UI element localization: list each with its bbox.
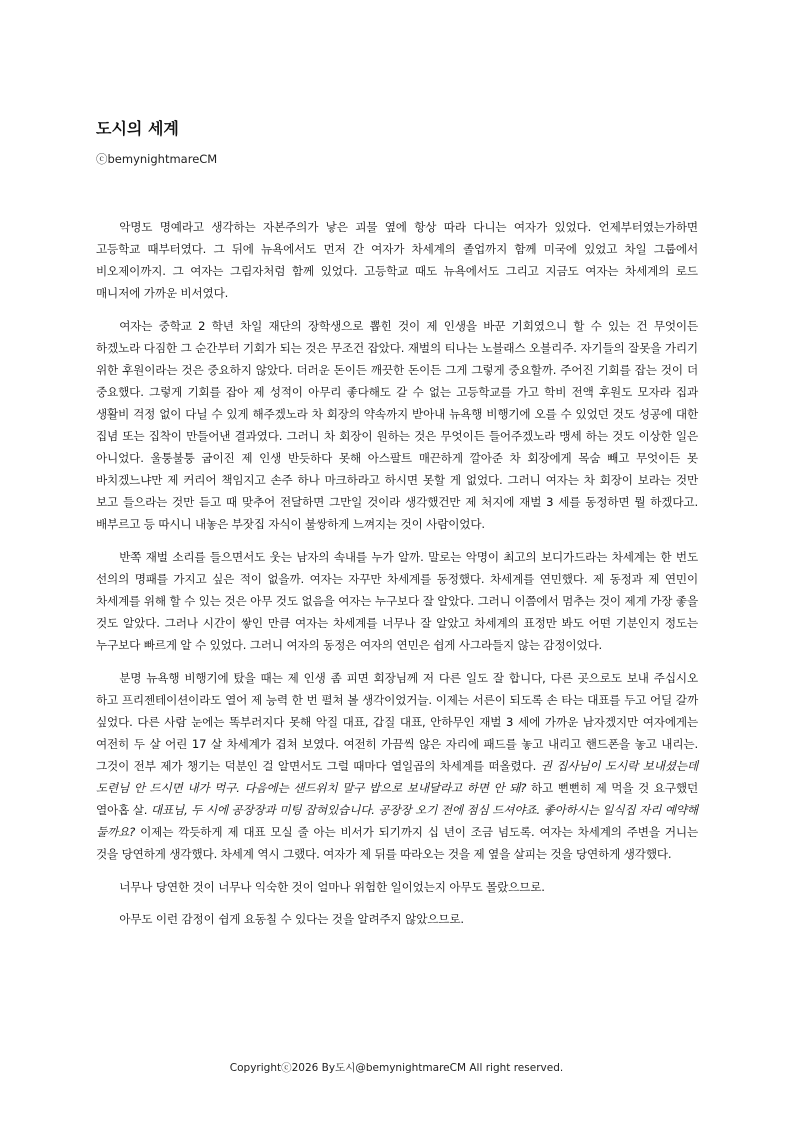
paragraph-text: 반쪽 재벌 소리를 들으면서도 웃는 남자의 속내를 누가 알까. 말로는 악명이 최고의 보디가드라는 차세계는 한 번도 선의의 명패를 가지고 싶은 적이 없을까. 여자는 자꾸만 차세계를 동정했다. 차세계를 연민했다. 제 동정과 제 연민이 차세계를 위해 할 수 있는 것은 아무 것도 없음을 여자는 누구보다 잘 알았다. 그러니 이쯤에서 멈추는 것이 제게 가장 좋을 것도 알았다. 그러나 시간이 쌓인 만큼 여자는 차세계를 너무나 잘 알았고 차세계의 표정만 봐도 어떤 기분인지 정도는 누구보다 빠르게 알 수 있었다. 그러니 여자의 동정은 여자의 연민은 쉽게 사그라들지 않는 감정이었다. <box>96 550 698 652</box>
body-paragraph <box>96 315 698 535</box>
body-paragraph <box>96 876 698 898</box>
body-paragraph <box>96 667 698 865</box>
paragraph-text: 너무나 당연한 것이 너무나 익숙한 것이 얼마나 위험한 일이었는지 아무도 몰랐으므로. <box>119 880 545 894</box>
author-credit: ⓒbemynightmareCM <box>96 152 218 166</box>
copyright-footer: Copyrightⓒ2026 By도시@bemynightmareCM All right reserved. <box>229 1062 564 1074</box>
italic-dialogue: 대표님, 두 시에 공장장과 미팅 잡혀있습니다. 공장장 오기 전에 점심 드셔야죠. 좋아하시는 일식집 자리 예약해 둘까요? <box>96 803 698 839</box>
paragraph-text: 하고 뻔뻔히 제 먹을 것 요구했던 열아홉 살. <box>96 781 698 817</box>
page-title: 도시의 세계 <box>96 119 179 138</box>
paragraph-text: 이제는 깍듯하게 제 대표 모실 줄 아는 비서가 되기까지 십 년이 조금 넘도록. 여자는 차세계의 주변을 거니는 것을 당연하게 생각했다. 차세계 역시 그랬다. 여자가 제 뒤를 따라오는 것을 제 옆을 살피는 것을 당연하게 생각했다. <box>96 825 698 861</box>
paragraph-text: 악명도 명예라고 생각하는 자본주의가 낳은 괴물 옆에 항상 따라 다니는 여자가 있었다. 언제부터였는가하면 고등학교 때부터였다. 그 뒤에 뉴욕에서도 먼저 간 여자가 차세계의 졸업까지 함께 미국에 있었고 차일 그룹에서 비오제이까지. 그 여자는 그림자처럼 함께 있었다. 고등학교 때도 뉴욕에서도 그리고 지금도 여자는 차세계의 로드 매니저에 가까운 비서였다. <box>96 220 698 300</box>
body-paragraph <box>96 216 698 304</box>
body-paragraph <box>96 546 698 656</box>
document-body <box>96 216 698 940</box>
paragraph-text: 여자는 중학교 2 학년 차일 재단의 장학생으로 뽑힌 것이 제 인생을 바꾼 기회였으니 할 수 있는 건 무엇이든 하겠노라 다짐한 그 순간부터 기회가 되는 것은 무조건 잡았다. 재벌의 티나는 노블래스 오블리주. 자기들의 잘못을 가리기 위한 후원이라는 것은 중요하지 않았다. 더러운 돈이든 깨끗한 돈이든 그게 그렇게 중요할까. 주어진 기회를 잡는 것이 더 중요했다. 그렇게 기회를 잡아 제 성적이 아무리 좋다해도 갈 수 없는 고등학교를 가고 학비 전액 후원도 모자라 집과 생활비 걱정 없이 다닐 수 있게 해주겠노라 차 회장의 약속까지 받아내 뉴욕행 비행기에 오를 수 있었던 것도 성공에 대한 집념 또는 집착이 만들어낸 결과였다. 그러니 차 회장이 원하는 것은 무엇이든 들어주겠노라 맹세 하는 것도 이상한 일은 아니었다. 울퉁불퉁 굽이진 제 인생 반듯하다 못해 아스팔트 매끈하게 깔아준 차 회장에게 목숨 빼고 무엇이든 못 바치겠느냐만 제 커리어 책임지고 손주 하나 마크하라고 하시면 못할 게 없었다. 그러니 여자는 차 회장이 보라는 것만 보고 들으라는 것만 듣고 때 맞추어 전달하면 그만일 것이라 생각했건만 제 처지에 재벌 3 세를 동정하면 뭘 하겠다고. 배부르고 등 따시니 내놓은 부잣집 자식이 불쌍하게 느껴지는 것이 사람이었다. <box>96 319 698 531</box>
paragraph-text: 아무도 이런 감정이 쉽게 요동칠 수 있다는 것을 알려주지 않았으므로. <box>119 912 464 926</box>
italic-dialogue: 권 집사님이 도시락 보내셨는데 도련님 안 드시면 내가 먹구. 다음에는 샌드위치 말구 밥으로 보내달라고 하면 안 돼? <box>96 759 698 795</box>
paragraph-text: 분명 뉴욕행 비행기에 탔을 때는 제 인생 좀 피면 회장님께 저 다른 일도 잘 합니다, 다른 곳으로도 보내 주십시오 하고 프리젠테이션이라도 열어 제 능력 한 번 펼쳐 볼 생각이었거늘. 이제는 서른이 되도록 손 타는 대표를 두고 어딜 갈까 싶었다. 다른 사람 눈에는 똑부러지다 못해 악질 대표, 갑질 대표, 안하무인 재벌 3 세에 가까운 남자겠지만 여자에게는 여전히 두 살 어린 17 살 차세계가 겹쳐 보였다. 여전히 가끔씩 않은 자리에 패드를 놓고 내리고 핸드폰을 놓고 내리는. 그것이 전부 제가 챙기는 덕분인 걸 알면서도 그럴 때마다 열일곱의 차세계를 떠올렸다. <box>96 671 698 773</box>
body-paragraph <box>96 908 698 930</box>
